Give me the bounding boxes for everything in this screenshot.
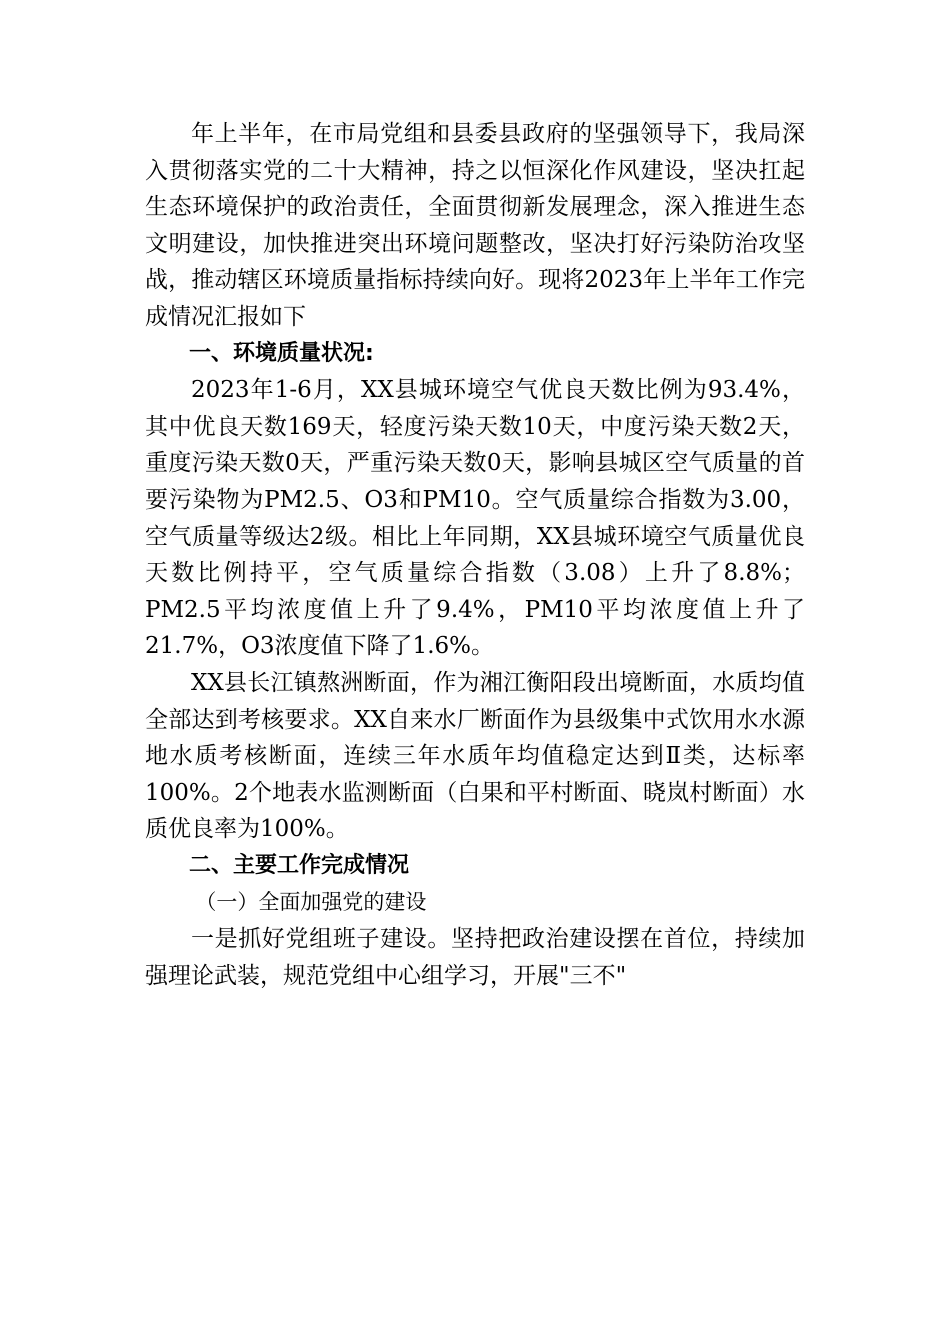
subsection-heading-party-building: （一）全面加强党的建设 (195, 890, 427, 915)
document-body (145, 116, 805, 994)
water-quality-paragraph: XX县长江镇熬洲断面，作为湘江衡阳段出境断面，水质均值全部达到考核要求。XX自来水厂断面作为县级集中式饮用水水源地水质考核断面，连续三年水质年均值稳定达到Ⅱ类，达标率100%。2个地表水监测断面（白果和平村断面、晓岚村断面）水质优良率为100%。 (145, 669, 805, 843)
party-building-paragraph: 一是抓好党组班子建设。坚持把政治建设摆在首位，持续加强理论武装，规范党组中心组学习，开展"三不" (145, 926, 805, 989)
air-quality-paragraph: 2023年1-6月，XX县城环境空气优良天数比例为93.4%，其中优良天数169天，轻度污染天数10天，中度污染天数2天，重度污染天数0天，严重污染天数0天，影响县城区空气质量的首要污染物为PM2.5、O3和PM10。空气质量综合指数为3.00，空气质量等级达2级。相比上年同期，XX县城环境空气质量优良天数比例持平，空气质量综合指数（3.08）上升了8.8%；PM2.5平均浓度值上升了9.4%，PM10平均浓度值上升了21.7%，O3浓度值下降了1.6%。 (145, 377, 805, 660)
section-heading-main-work: 二、主要工作完成情况 (189, 852, 410, 878)
section-heading-environment-quality: 一、环境质量状况: (189, 340, 374, 366)
intro-paragraph: 年上半年，在市局党组和县委县政府的坚强领导下，我局深入贯彻落实党的二十大精神，持之以恒深化作风建设，坚决扛起生态环境保护的政治责任，全面贯彻新发展理念，深入推进生态文明建设，加快推进突出环境问题整改，坚决打好污染防治攻坚战，推动辖区环境质量指标持续向好。现将2023年上半年工作完成情况汇报如下 (145, 121, 805, 330)
